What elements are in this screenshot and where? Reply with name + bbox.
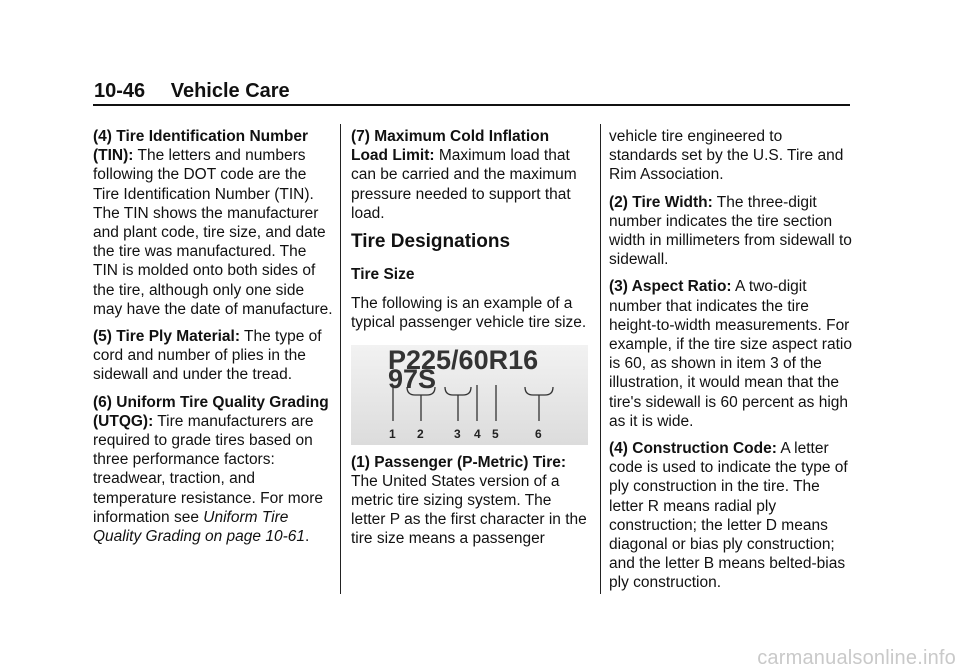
section-title: Vehicle Care — [170, 80, 290, 102]
tire-size-illustration — [351, 345, 588, 445]
text-utqg-end: . — [304, 528, 310, 546]
callout-4: 4 — [474, 426, 481, 441]
label-passenger: (1) Passenger (P-Metric) Tire: — [351, 453, 567, 471]
page-header — [94, 80, 290, 103]
column-1 — [93, 127, 333, 554]
tire-size-code: P225/60R16 97S — [388, 344, 539, 394]
label-construction-code: (4) Construction Code: — [609, 440, 777, 458]
column-divider-1 — [340, 124, 341, 594]
watermark: carmanualsonline.info — [757, 647, 956, 669]
paragraph-construction-code — [609, 439, 854, 593]
callout-5: 5 — [492, 426, 499, 441]
text-max-load: Maximum load that can be carried and the maximum pressure needed to support that load. — [351, 147, 577, 222]
label-utqg: (6) Uniform Tire Quality Grading (UTQG): — [93, 393, 329, 430]
paragraph-example: The following is an example of a typical passenger vehicle tire size. — [351, 295, 587, 332]
label-max-load: (7) Maximum Cold Inflation Load Limit: — [351, 128, 550, 165]
callout-3: 3 — [454, 426, 461, 441]
paragraph-tin — [93, 127, 333, 319]
text-tire-width: The three-digit number indicates the tire section width in millimeters from sidewall to sidewall. — [609, 193, 852, 269]
subsection-heading: Tire Size — [351, 266, 415, 284]
page-number: 10-46 — [94, 80, 146, 102]
label-ply-material: (5) Tire Ply Material: — [93, 328, 241, 346]
header-rule — [93, 104, 850, 106]
label-tin: (4) Tire Identification Number (TIN): — [93, 128, 309, 165]
paragraph-aspect-ratio — [609, 277, 854, 431]
paragraph-max-load — [351, 127, 589, 223]
text-tin: The letters and numbers following the DOT code are the Tire Identification Number (TIN). The TIN shows the manufacturer and plant code, tire size, and date the tire was manufactured. The TIN is molded onto both sides of the tire, although only one side may have the date of manufacture. — [93, 147, 333, 318]
paragraph-ply-material — [93, 327, 333, 385]
utqg-reference-link[interactable]: Uniform Tire Quality Grading on page 10-61 — [93, 508, 305, 546]
column-3 — [609, 127, 854, 601]
paragraph-utqg — [93, 393, 333, 547]
callout-1: 1 — [389, 426, 396, 441]
text-construction-code: A letter code is used to indicate the type of ply construction in the tire. The letter R means radial ply construction; the letter D means diagonal or bias ply construction; and the letter B means belted-bias ply construction. — [609, 440, 848, 592]
callout-lines — [351, 345, 588, 445]
text-passenger: The United States version of a metric tire sizing system. The letter P as the first character in the tire size means a passenger — [351, 472, 587, 548]
text-ply-material: The type of cord and number of plies in the sidewall and under the tread. — [93, 328, 322, 384]
text-aspect-ratio: A two-digit number that indicates the tire height-to-width measurements. For example, if the tire size aspect ratio is 60, as shown in item 3 of the illustration, it would mean that the tire's sidewall is 60 percent as high as it is wide. — [609, 278, 852, 430]
column-divider-2 — [600, 124, 601, 594]
label-tire-width: (2) Tire Width: — [609, 193, 713, 211]
label-aspect-ratio: (3) Aspect Ratio: — [609, 278, 732, 296]
paragraph-passenger — [351, 453, 589, 549]
callout-2: 2 — [417, 426, 424, 441]
callout-6: 6 — [535, 426, 542, 441]
paragraph-tire-width — [609, 193, 854, 270]
paragraph-passenger-cont: vehicle tire engineered to standards set by the U.S. Tire and Rim Association. — [609, 128, 844, 184]
section-heading: Tire Designations — [351, 231, 511, 253]
column-2 — [351, 127, 589, 557]
text-utqg: Tire manufacturers are required to grade tires based on three performance factors: treadwear, traction, and temperature resistance. For more information see — [93, 412, 324, 526]
